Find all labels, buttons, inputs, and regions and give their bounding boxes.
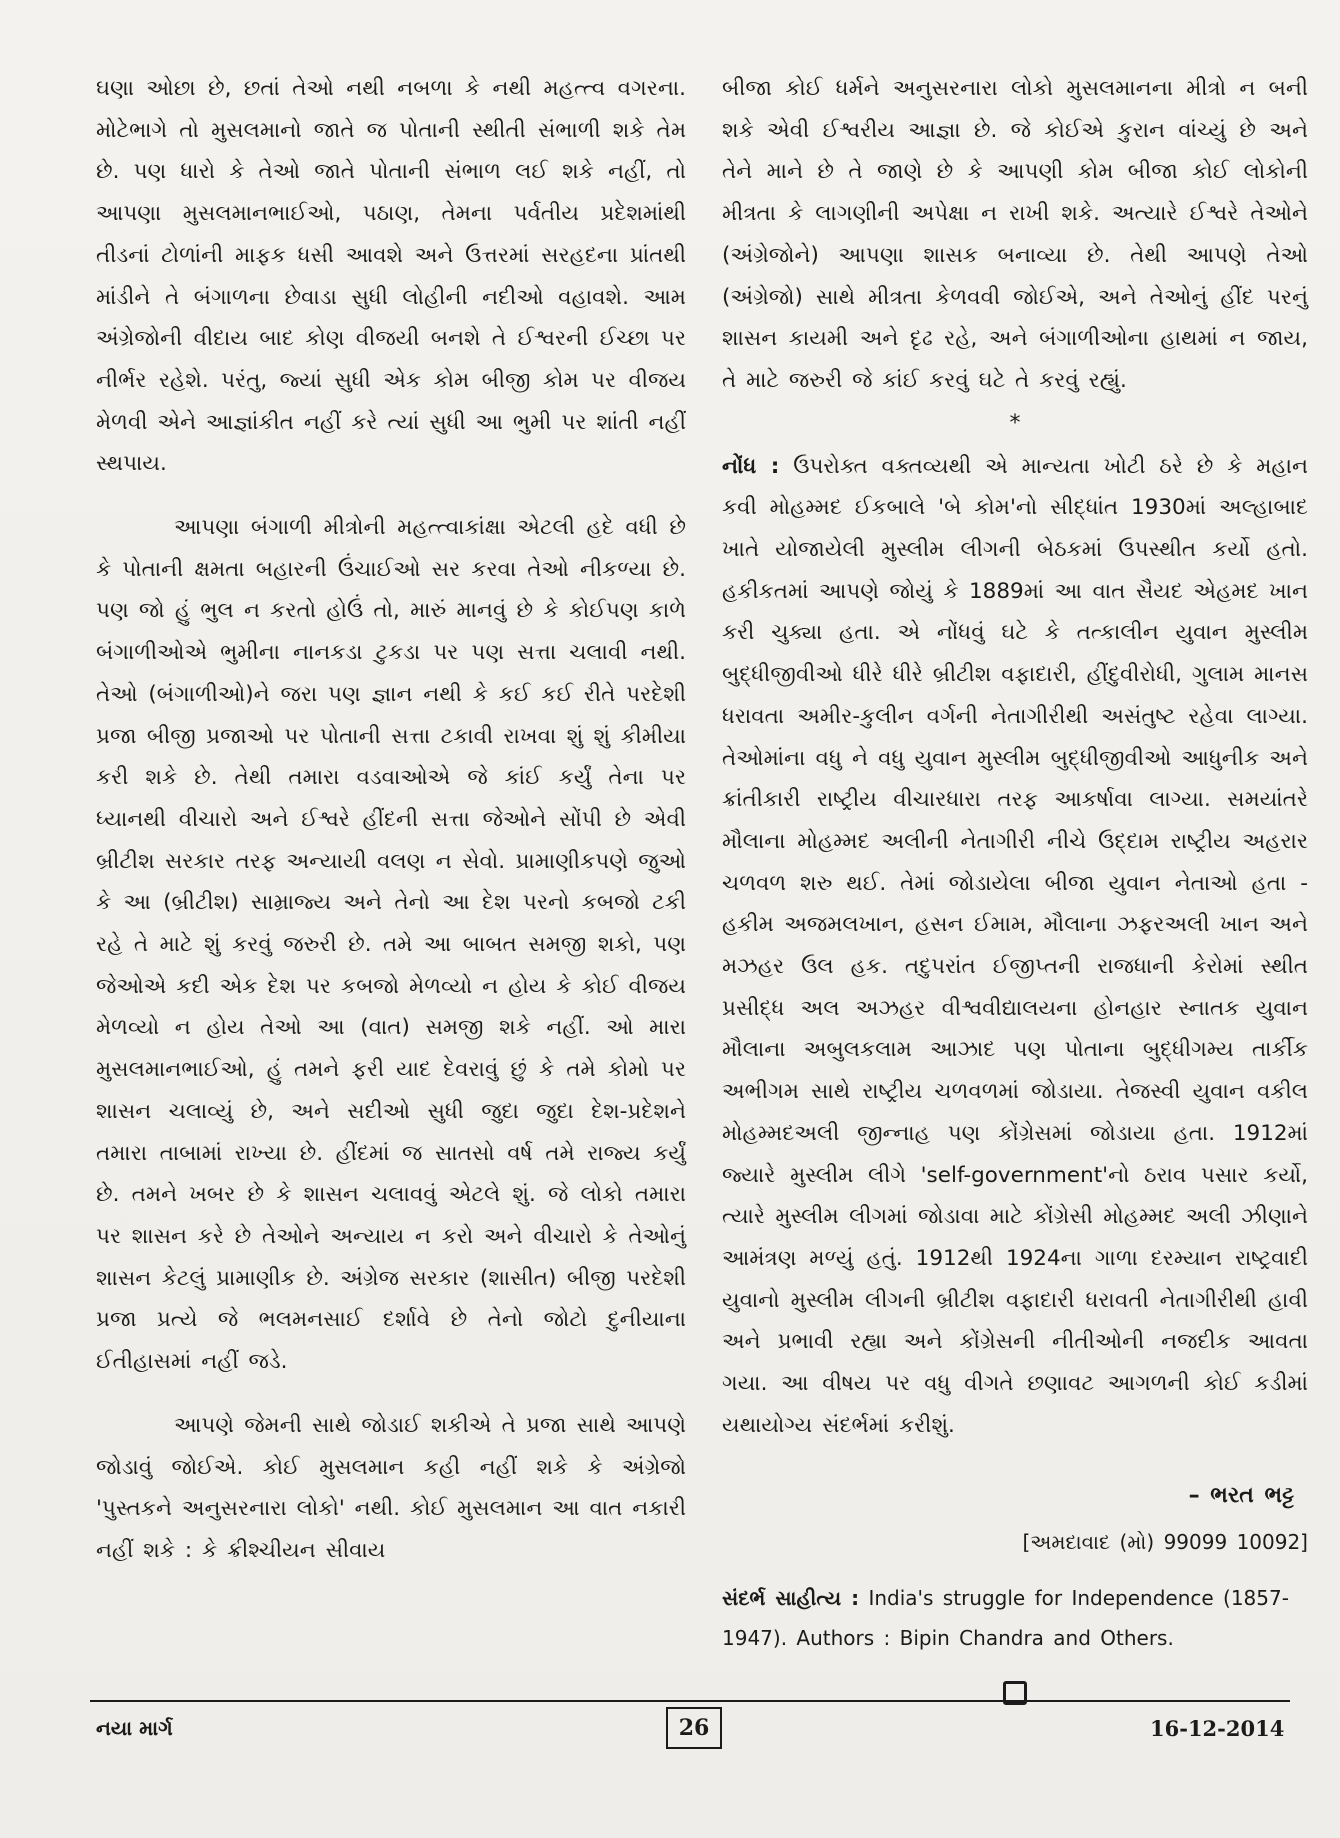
magazine-name: નયા માર્ગ bbox=[96, 1716, 173, 1740]
body-paragraph-continued: બીજા કોઈ ધર્મને અનુસરનારા લોકો મુસલમાનના મીત્રો ન બની શકે એવી ઈશ્વરીય આજ્ઞા છે. જે કોઈએ કુરાન વાંચ્યું છે અને તેને માને છે તે જાણે છે કે આપણી કોમ બીજા કોઈ લોકોની મીત્રતા કે લાગણીની અપેક્ષા ન રાખી શકે. અત્યારે ઈશ્વરે તેઓને (અંગ્રેજોને) આપણા શાસક બનાવ્યા છે. તેથી આપણે તેઓ (અંગ્રેજો) સાથે મીત્રતા કેળવવી જોઈએ, અને તેઓનું હીંદ પરનું શાસન કાયમી અને દૃઢ રહે, અને બંગાળીઓના હાથમાં ન જાય, તે માટે જરુરી જે કાંઈ કરવું ઘટે તે કરવું રહ્યું. bbox=[722, 76, 1308, 393]
page-number: 26 bbox=[666, 1707, 722, 1749]
footer-divider bbox=[90, 1700, 1290, 1702]
author-address: [અમદાવાદ (મો) 99099 10092] bbox=[1022, 1530, 1308, 1555]
note-paragraph bbox=[722, 446, 1308, 1447]
body-paragraph-3: આપણે જેમની સાથે જોડાઈ શકીએ તે પ્રજા સાથે આપણે જોડાવું જોઈએ. કોઈ મુસલમાન કહી નહીં શકે કે અંગ્રેજો 'પુસ્તકને અનુસરનારા લોકો' નથી. કોઈ મુસલમાન આ વાત નકારી નહીં શકે : કે ક્રીશ્ચીયન સીવાય bbox=[96, 1412, 686, 1563]
note-text: ઉપરોક્ત વક્તવ્યથી એ માન્યતા ખોટી ઠરે છે કે મહાન કવી મોહમ્મદ ઈકબાલે 'બે કોમ'નો સીદ્ધાંત 1930માં અલ્હાબાદ ખાતે યોજાયેલી મુસ્લીમ લીગની બેઠકમાં ઉપસ્થીત કર્યો હતો. હકીકતમાં આપણે જોયું કે 1889માં આ વાત સૈયદ એહમદ ખાન કરી ચુક્યા હતા. એ નોંધવું ઘટે કે તત્કાલીન યુવાન મુસ્લીમ બુદ્ધીજીવીઓ ધીરે ધીરે બ્રીટીશ વફાદારી, હીંદુવીરોધી, ગુલામ માનસ ધરાવતા અમીર-કુલીન વર્ગની નેતાગીરીથી અસંતુષ્ટ રહેવા લાગ્યા. તેઓમાંના વધુ ને વધુ યુવાન મુસ્લીમ બુદ્ધીજીવીઓ આધુનીક અને ક્રાંતીકારી રાષ્ટ્રીય વીચારધારા તરફ આકર્ષાવા લાગ્યા. સમયાંતરે મૌલાના મોહમ્મદ અલીની નેતાગીરી નીચે ઉદ્દામ રાષ્ટ્રીય અહરાર ચળવળ શરુ થઈ. તેમાં જોડાયેલા બીજા યુવાન નેતાઓ હતા - હકીમ અજમલખાન, હસન ઈમામ, મૌલાના ઝફરઅલી ખાન અને મઝહર ઉલ હક. તદુપરાંત ઈજીપ્તની રાજધાની કેરોમાં સ્થીત પ્રસીદ્ધ અલ અઝહર વીશ્વવીદ્યાલયના હોનહાર સ્નાતક યુવાન મૌલાના અબુલકલામ આઝાદ પણ પોતાના બુદ્ધીગમ્ય તાર્કીક અભીગમ સાથે રાષ્ટ્રીય ચળવળમાં જોડાયા. તેજસ્વી યુવાન વકીલ મોહમ્મદઅલી જીન્નાહ પણ કોંગ્રેસમાં જોડાયા હતા. 1912માં જ્યારે મુસ્લીમ લીગે 'self-government'નો ઠરાવ પસાર કર્યો, ત્યારે મુસ્લીમ લીગમાં જોડાવા માટે કોંગ્રેસી મોહમ્મદ અલી ઝીણાને આમંત્રણ મળ્યું હતું. 1912થી 1924ના ગાળા દરમ્યાન રાષ્ટ્રવાદી યુવાનો મુસ્લીમ લીગની બ્રીટીશ વફાદારી ધરાવતી નેતાગીરીથી હાવી અને પ્રભાવી રહ્યા અને કોંગ્રેસની નીતીઓની નજદીક આવતા ગયા. આ વીષય પર વધુ વીગતે છણાવટ આગળની કોઈ કડીમાં યથાયોગ્ય સંદર્ભમાં કરીશું. bbox=[722, 453, 1308, 1438]
body-paragraph-2: આપણા બંગાળી મીત્રોની મહત્ત્વાકાંક્ષા એટલી હદે વધી છે કે પોતાની ક્ષમતા બહારની ઉંચાઈઓ સર કરવા તેઓ નીકળ્યા છે. પણ જો હું ભુલ ન કરતો હોઉં તો, મારું માનવું છે કે કોઈપણ કાળે બંગાળીઓએ ભુમીના નાનકડા ટુકડા પર પણ સત્તા ચલાવી નથી. તેઓ (બંગાળીઓ)ને જરા પણ જ્ઞાન નથી કે કઈ કઈ રીતે પરદેશી પ્રજા બીજી પ્રજાઓ પર પોતાની સત્તા ટકાવી રાખવા શું શું કીમીયા કરી શકે છે. તેથી તમારા વડવાઓએ જે કાંઈ કર્યું તેના પર ધ્યાનથી વીચારો અને ઈશ્વરે હીંદની સત્તા જેઓને સોંપી છે એવી બ્રીટીશ સરકાર તરફ અન્યાયી વલણ ન સેવો. પ્રામાણીકપણે જુઓ કે આ (બ્રીટીશ) સામ્રાજ્ય અને તેનો આ દેશ પરનો કબજો ટકી રહે તે માટે શું કરવું જરુરી છે. તમે આ બાબત સમજી શકો, પણ જેઓએ કદી એક દેશ પર કબજો મેળવ્યો ન હોય કે કોઈ વીજય મેળવ્યો ન હોય તેઓ આ (વાત) સમજી શકે નહીં. ઓ મારા મુસલમાનભાઈઓ, હું તમને ફરી યાદ દેવરાવું છું કે તમે કોમો પર શાસન ચલાવ્યું છે, અને સદીઓ સુધી જુદા જુદા દેશ-પ્રદેશને તમારા તાબામાં રાખ્યા છે. હીંદમાં જ સાતસો વર્ષ તમે રાજ્ય કર્યું છે. તમને ખબર છે કે શાસન ચલાવવું એટલે શું. જે લોકો તમારા પર શાસન કરે છે તેઓને અન્યાય ન કરો અને વીચારો કે તેઓનું શાસન કેટલું પ્રામાણીક છે. અંગ્રેજ સરકાર (શાસીત) બીજી પરદેશી પ્રજા પ્રત્યે જે ભલમનસાઈ દર્શાવે છે તેનો જોટો દુનીયાના ઈતીહાસમાં નહીં જડે. bbox=[96, 515, 686, 1375]
author-name: – ભરત ભટ્ટ bbox=[1188, 1482, 1294, 1508]
right-column bbox=[722, 68, 1308, 1714]
references bbox=[722, 1578, 1308, 1658]
body-paragraph-1: ઘણા ઓછા છે, છતાં તેઓ નથી નબળા કે નથી મહત્ત્વ વગરના. મોટેભાગે તો મુસલમાનો જાતે જ પોતાની સ્થીતી સંભાળી શકે તેમ છે. પણ ધારો કે તેઓ જાતે પોતાની સંભાળ લઈ શકે નહીં, તો આપણા મુસલમાનભાઈઓ, પઠાણ, તેમના પર્વતીય પ્રદેશમાંથી તીડનાં ટોળાંની માફક ધસી આવશે અને ઉત્તરમાં સરહદના પ્રાંતથી માંડીને તે બંગાળના છેવાડા સુધી લોહીની નદીઓ વહાવશે. આમ અંગ્રેજોની વીદાય બાદ કોણ વીજયી બનશે તે ઈશ્વરની ઈચ્છા પર નીર્ભર રહેશે. પરંતુ, જ્યાં સુધી એક કોમ બીજી કોમ પર વીજય મેળવી એને આજ્ઞાંકીત નહીં કરે ત્યાં સુધી આ ભુમી પર શાંતી નહીં સ્થપાય. bbox=[96, 76, 686, 477]
issue-date: 16-12-2014 bbox=[1150, 1716, 1285, 1741]
left-column bbox=[96, 68, 686, 1572]
note-label: નોંધ : bbox=[722, 453, 780, 479]
references-label: સંદર્ભ સાહીત્ય : bbox=[722, 1585, 860, 1610]
end-of-article-icon bbox=[722, 1672, 1308, 1714]
references-text: India's struggle for Independence (1857-1947). Authors : Bipin Chandra and Others. bbox=[722, 1585, 1289, 1650]
section-separator: * bbox=[1009, 410, 1021, 436]
